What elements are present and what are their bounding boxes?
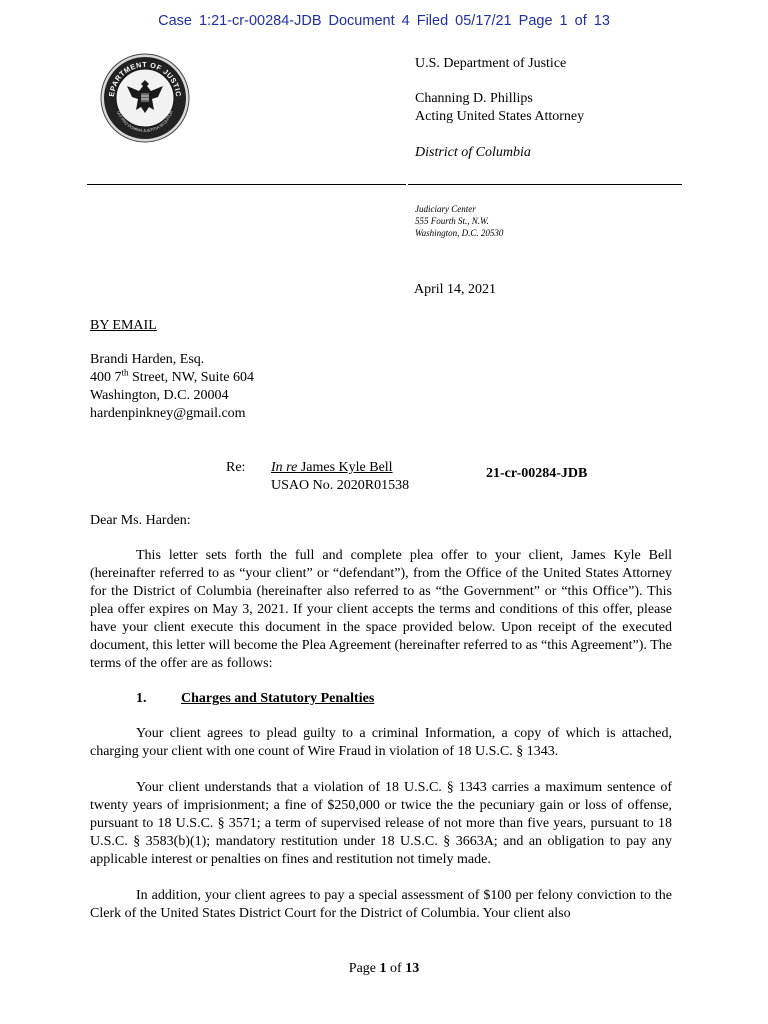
recipient-name: Brandi Harden, Esq. [90,352,205,367]
recipient-street-suffix: th [121,367,129,378]
office-address-line1: Judiciary Center [415,204,476,214]
footer-page-label: Page [348,961,380,976]
letterhead-rule-left [87,184,406,185]
footer-of-label: of [386,961,406,976]
recipient-city: Washington, D.C. 20004 [90,388,229,403]
attorney-title: Acting United States Attorney [415,109,585,124]
re-case-number: 21-cr-00284-JDB [486,466,588,481]
body-paragraph-2-text: Your client agrees to plead guilty to a criminal Information, a copy of which is attached, charging your client with one count of Wire Fraud in violation of 18 U.S.C. § 1343. [90,726,672,759]
office-address-line2: 555 Fourth St., N.W. [415,216,489,226]
district-name: District of Columbia [415,145,531,160]
re-usao-number: USAO No. 2020R01538 [271,478,410,493]
court-filing-stamp: Case 1:21-cr-00284-JDB Document 4 Filed 05/17/21 Page 1 of 13 [158,13,610,29]
letterhead-rule-right [408,184,682,185]
body-paragraph-3 [90,779,672,869]
letter-date: April 14, 2021 [414,282,497,297]
re-in-re: In re [271,460,298,475]
footer-page-total: 13 [405,961,420,976]
body-paragraph-4-text: In addition, your client agrees to pay a special assessment of $100 per felony conviction to the Clerk of the United States District Court for the District of Columbia. Your client also [90,888,672,921]
section-title: Charges and Statutory Penalties [181,691,375,706]
body-paragraph-2 [90,725,672,761]
recipient-street [90,369,254,387]
recipient-email: hardenpinkney@gmail.com [90,406,246,421]
body-paragraph-4 [90,887,672,923]
doj-seal-logo [100,53,190,143]
body-paragraph-3-text: Your client understands that a violation of 18 U.S.C. § 1343 carries a maximum sentence of twenty years of imprisionment; a fine of $250,000 or twice the the pecuniary gain or loss of offense, pursuant to 18 U.S.C. § 3571; a term of supervised release of not more than five years, pursuant to 18 U.S.C. § 3583(b)(1); mandatory restitution under 18 U.S.C. § 3663A; and an obligation to pay any applicable interest or penalties on fines and restitution not timely made. [90,780,672,867]
seal-bottom-text: QUI PRO DOMINA JUSTITIA SEQUITUR [116,109,174,134]
re-subject [271,459,393,477]
footer-page-number: 1 [379,961,387,976]
attorney-name: Channing D. Phillips [415,91,533,106]
section-number: 1. [136,691,147,706]
seal-top-text: EPARTMENT OF JUSTIC [106,59,184,98]
department-name: U.S. Department of Justice [415,56,567,71]
body-paragraph-1-text: This letter sets forth the full and complete plea offer to your client, James Kyle Bell (hereinafter referred to as “your client” or “defendant”), from the Office of the United States Attorney for the District of Columbia (hereinafter also referred to as “the Government” or “this Office”). This plea offer expires on May 3, 2021. If your client accepts the terms and conditions of this offer, please have your client execute this document in the space provided below. Upon receipt of the executed document, this letter will become the Plea Agreement (hereinafter referred to as “this Agreement”). The terms of the offer are as follows: [90,548,672,671]
recipient-street-rest: Street, NW, Suite 604 [128,370,254,385]
delivery-method: BY EMAIL [90,318,157,333]
re-defendant-name: James Kyle Bell [297,460,393,475]
salutation: Dear Ms. Harden: [90,513,191,528]
re-label: Re: [226,460,246,475]
recipient-street-number: 400 7 [90,370,122,385]
page-footer [0,960,768,978]
office-address-line3: Washington, D.C. 20530 [415,228,504,238]
body-paragraph-1 [90,547,672,673]
